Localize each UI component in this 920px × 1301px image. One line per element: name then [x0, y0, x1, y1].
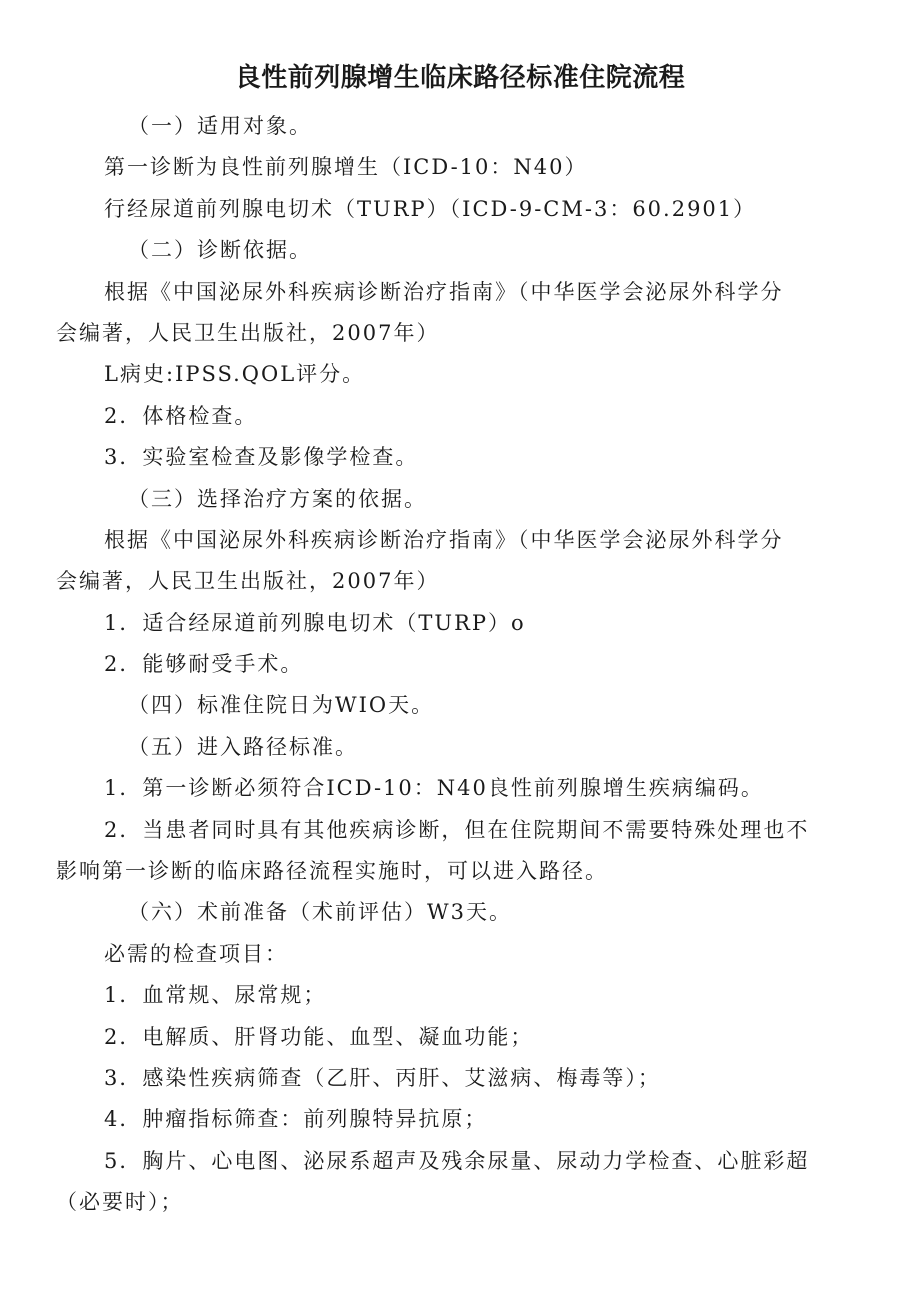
list-item: 2．当患者同时具有其他疾病诊断，但在住院期间不需要特殊处理也不: [104, 817, 810, 842]
paragraph-line: 会编著，人民卫生出版社，2007年）: [56, 320, 440, 345]
page-title: 良性前列腺增生临床路径标准住院流程: [234, 63, 686, 93]
paragraph-line: 会编著，人民卫生出版社，2007年）: [56, 569, 440, 594]
section-heading-hospital-stay: （四）标准住院日为WIO天。: [128, 693, 435, 718]
list-item: 2．能够耐受手术。: [104, 652, 304, 677]
paragraph-line: 必需的检查项目：: [104, 941, 288, 966]
list-item: 1．血常规、尿常规；: [104, 983, 327, 1008]
paragraph-line: 第一诊断为良性前列腺增生（ICD-10：N40）: [104, 155, 588, 180]
list-item: 3．实验室检查及影像学检查。: [104, 445, 419, 470]
section-heading-entry-criteria: （五）进入路径标准。: [128, 734, 358, 759]
list-item: 4．肿瘤指标筛查：前列腺特异抗原；: [104, 1107, 488, 1132]
list-item: 1．适合经尿道前列腺电切术（TURP）o: [104, 610, 526, 635]
paragraph-line: 根据《中国泌尿外科疾病诊断治疗指南》（中华医学会泌尿外科学分: [104, 279, 784, 304]
section-heading-diagnosis-basis: （二）诊断依据。: [128, 238, 312, 263]
list-item: 2．电解质、肝肾功能、血型、凝血功能；: [104, 1024, 534, 1049]
list-item: 3．感染性疾病筛查（乙肝、丙肝、艾滋病、梅毒等）；: [104, 1065, 661, 1090]
paragraph-line: 根据《中国泌尿外科疾病诊断治疗指南》（中华医学会泌尿外科学分: [104, 527, 784, 552]
paragraph-line: 影响第一诊断的临床路径流程实施时，可以进入路径。: [56, 859, 608, 884]
document-body: [56, 106, 862, 1224]
list-item: L病史:IPSS.QOL评分。: [104, 362, 366, 387]
section-heading-preoperative-prep: （六）术前准备（术前评估）W3天。: [128, 900, 512, 925]
list-item: 2．体格检查。: [104, 403, 258, 428]
paragraph-line: （必要时）；: [56, 1190, 184, 1215]
list-item: 1．第一诊断必须符合ICD-10：N40良性前列腺增生疾病编码。: [104, 776, 764, 801]
section-heading-treatment-basis: （三）选择治疗方案的依据。: [128, 486, 427, 511]
section-heading-applicable-subjects: （一）适用对象。: [128, 114, 312, 138]
paragraph-line: 行经尿道前列腺电切术（TURP）（ICD-9-CM-3：60.2901）: [104, 196, 757, 221]
list-item: 5．胸片、心电图、泌尿系超声及残余尿量、尿动力学检查、心脏彩超: [104, 1148, 810, 1173]
